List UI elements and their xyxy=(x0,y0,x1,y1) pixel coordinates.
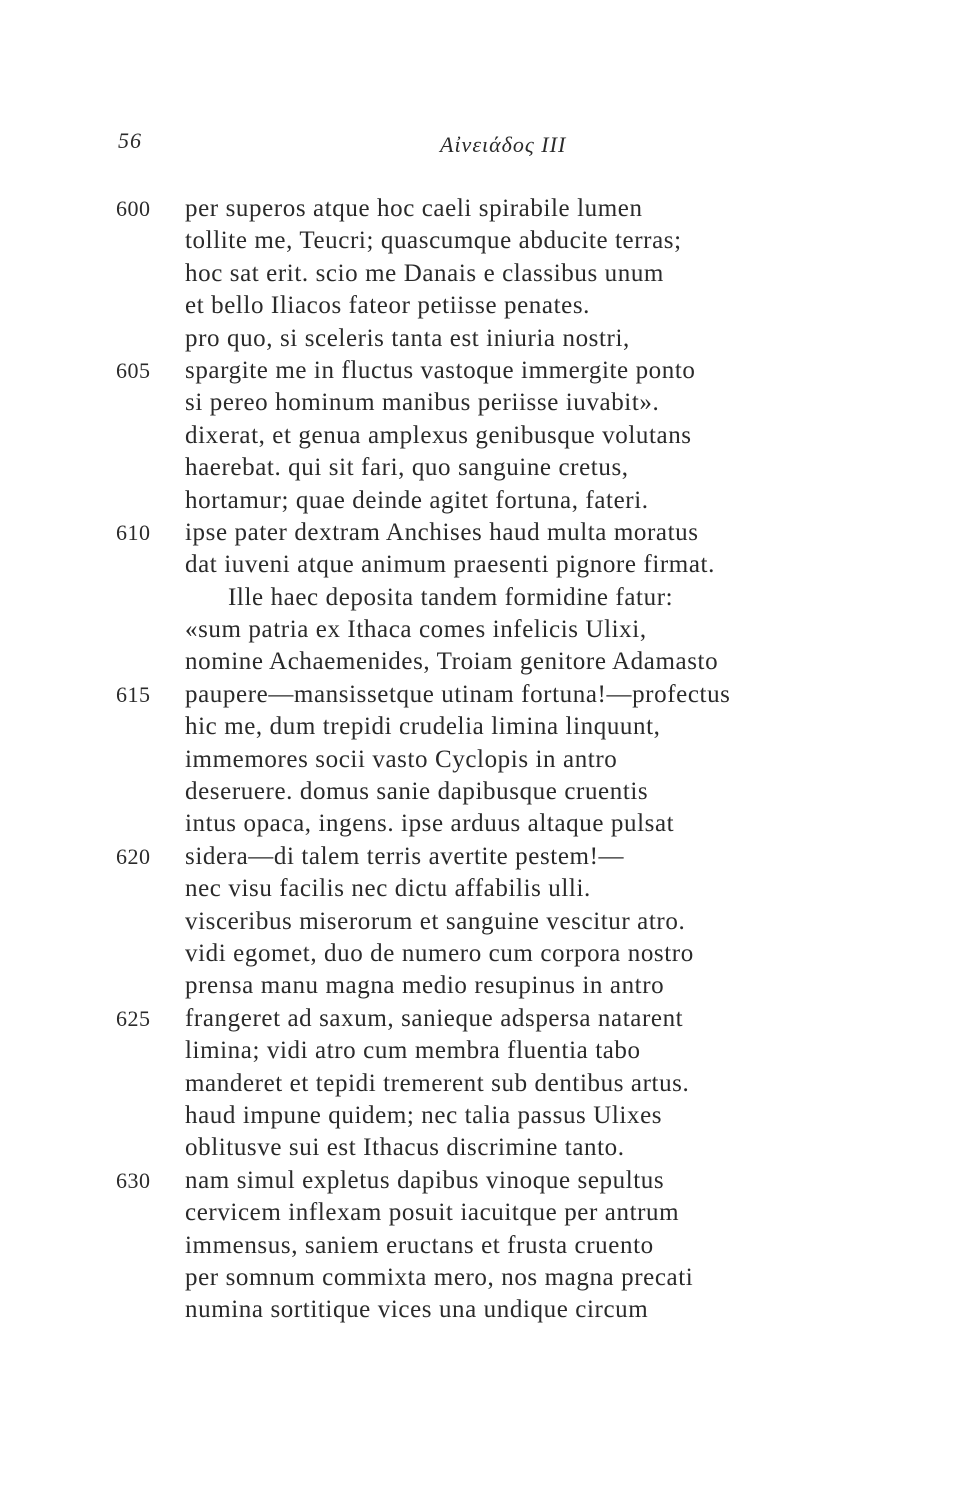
verse-line xyxy=(0,355,968,387)
verse-line xyxy=(0,420,968,452)
verse-text: deseruere. domus sanie dapibusque cruentis xyxy=(185,778,649,806)
verse-text: hic me, dum trepidi crudelia limina linquunt, xyxy=(185,713,661,741)
verse-text: «sum patria ex Ithaca comes infelicis Ulixi, xyxy=(185,616,647,644)
verse-line xyxy=(0,1197,968,1229)
verse-text: manderet et tepidi tremerent sub dentibus artus. xyxy=(185,1069,690,1097)
verse-line xyxy=(0,614,968,646)
verse-text: Ille haec deposita tandem formidine fatur: xyxy=(228,583,674,611)
page-number: 56 xyxy=(118,128,142,153)
verse-text: haud impune quidem; nec talia passus Ulixes xyxy=(185,1101,663,1129)
verse-text: hortamur; quae deinde agitet fortuna, fateri. xyxy=(185,486,649,514)
verse-line xyxy=(0,711,968,743)
verse-text: si pereo hominum manibus periisse iuvabit». xyxy=(185,389,660,417)
verse-text: limina; vidi atro cum membra fluentia tabo xyxy=(185,1037,641,1065)
verse-line xyxy=(0,193,968,225)
verse-text: per somnum commixta mero, nos magna precati xyxy=(185,1263,694,1291)
verse-text: haerebat. qui sit fari, quo sanguine cretus, xyxy=(185,454,629,482)
verse-text: dat iuveni atque animum praesenti pignore firmat. xyxy=(185,551,715,579)
verse-text: vidi egomet, duo de numero cum corpora nostro xyxy=(185,939,694,967)
verse-line xyxy=(0,906,968,938)
verse-text: et bello Iliacos fateor petiisse penates. xyxy=(185,292,591,320)
verse-text: spargite me in fluctus vastoque immergite ponto xyxy=(185,356,696,384)
verse-text: cervicem inflexam posuit iacuitque per antrum xyxy=(185,1199,680,1227)
verse-text: hoc sat erit. scio me Danais e classibus unum xyxy=(185,259,664,287)
verse-text: pro quo, si sceleris tanta est iniuria nostri, xyxy=(185,324,630,352)
verse-line xyxy=(0,582,968,614)
verse-text: per superos atque hoc caeli spirabile lumen xyxy=(185,195,643,222)
verse-text: intus opaca, ingens. ipse arduus altaque pulsat xyxy=(185,810,675,838)
verse-line xyxy=(0,549,968,581)
line-number: 600 xyxy=(116,196,151,221)
verse-line xyxy=(0,1003,968,1035)
verse-line xyxy=(0,873,968,905)
verse-line xyxy=(0,1100,968,1132)
verse-line xyxy=(0,841,968,873)
verse-line xyxy=(0,290,968,322)
verse-text: dixerat, et genua amplexus genibusque volutans xyxy=(185,421,692,449)
verse-text: frangeret ad saxum, sanieque adspersa natarent xyxy=(185,1004,684,1032)
verse-line xyxy=(0,776,968,808)
verse-line xyxy=(0,1132,968,1164)
verse-text: visceribus miserorum et sanguine vescitur atro. xyxy=(185,907,686,935)
verse-text: nam simul expletus dapibus vinoque sepultus xyxy=(185,1166,665,1194)
verse-text: tollite me, Teucri; quascumque abducite terras; xyxy=(185,227,682,255)
verse-line xyxy=(0,1262,968,1294)
line-number: 620 xyxy=(116,843,151,869)
verse-line xyxy=(0,225,968,257)
verse-line xyxy=(0,323,968,355)
verse-text: oblitusve sui est Ithacus discrimine tanto. xyxy=(185,1134,625,1162)
verse-line xyxy=(0,387,968,419)
running-head: Αἰνειάδος III xyxy=(440,132,567,157)
verse-text: immemores socii vasto Cyclopis in antro xyxy=(185,745,618,773)
verse-line xyxy=(0,1035,968,1067)
verse-line xyxy=(0,452,968,484)
verse-line xyxy=(0,1294,968,1326)
line-number: 605 xyxy=(116,357,151,383)
verse-text: nomine Achaemenides, Troiam genitore Adamasto xyxy=(185,648,719,676)
verse-line xyxy=(0,517,968,549)
line-number: 610 xyxy=(116,519,151,545)
verse-line xyxy=(0,970,968,1002)
verse-line xyxy=(0,485,968,517)
verse-line xyxy=(0,1068,968,1100)
verse-line xyxy=(0,258,968,290)
verse-line xyxy=(0,808,968,840)
verse-text: immensus, saniem eructans et frusta cruento xyxy=(185,1231,654,1259)
verse-block xyxy=(0,193,968,1327)
verse-line xyxy=(0,1230,968,1262)
verse-text: ipse pater dextram Anchises haud multa moratus xyxy=(185,518,699,546)
verse-text: sidera—di talem terris avertite pestem!— xyxy=(185,842,625,870)
verse-text: numina sortitique vices una undique circum xyxy=(185,1296,649,1324)
verse-line xyxy=(0,1165,968,1197)
line-number: 615 xyxy=(116,681,151,707)
verse-line xyxy=(0,646,968,678)
verse-line xyxy=(0,938,968,970)
line-number: 625 xyxy=(116,1005,151,1031)
verse-text: paupere—mansissetque utinam fortuna!—profectus xyxy=(185,680,731,708)
verse-text: nec visu facilis nec dictu affabilis ulli. xyxy=(185,875,591,903)
verse-text: prensa manu magna medio resupinus in antro xyxy=(185,972,665,1000)
verse-line xyxy=(0,679,968,711)
verse-line xyxy=(0,744,968,776)
line-number: 630 xyxy=(116,1167,151,1193)
